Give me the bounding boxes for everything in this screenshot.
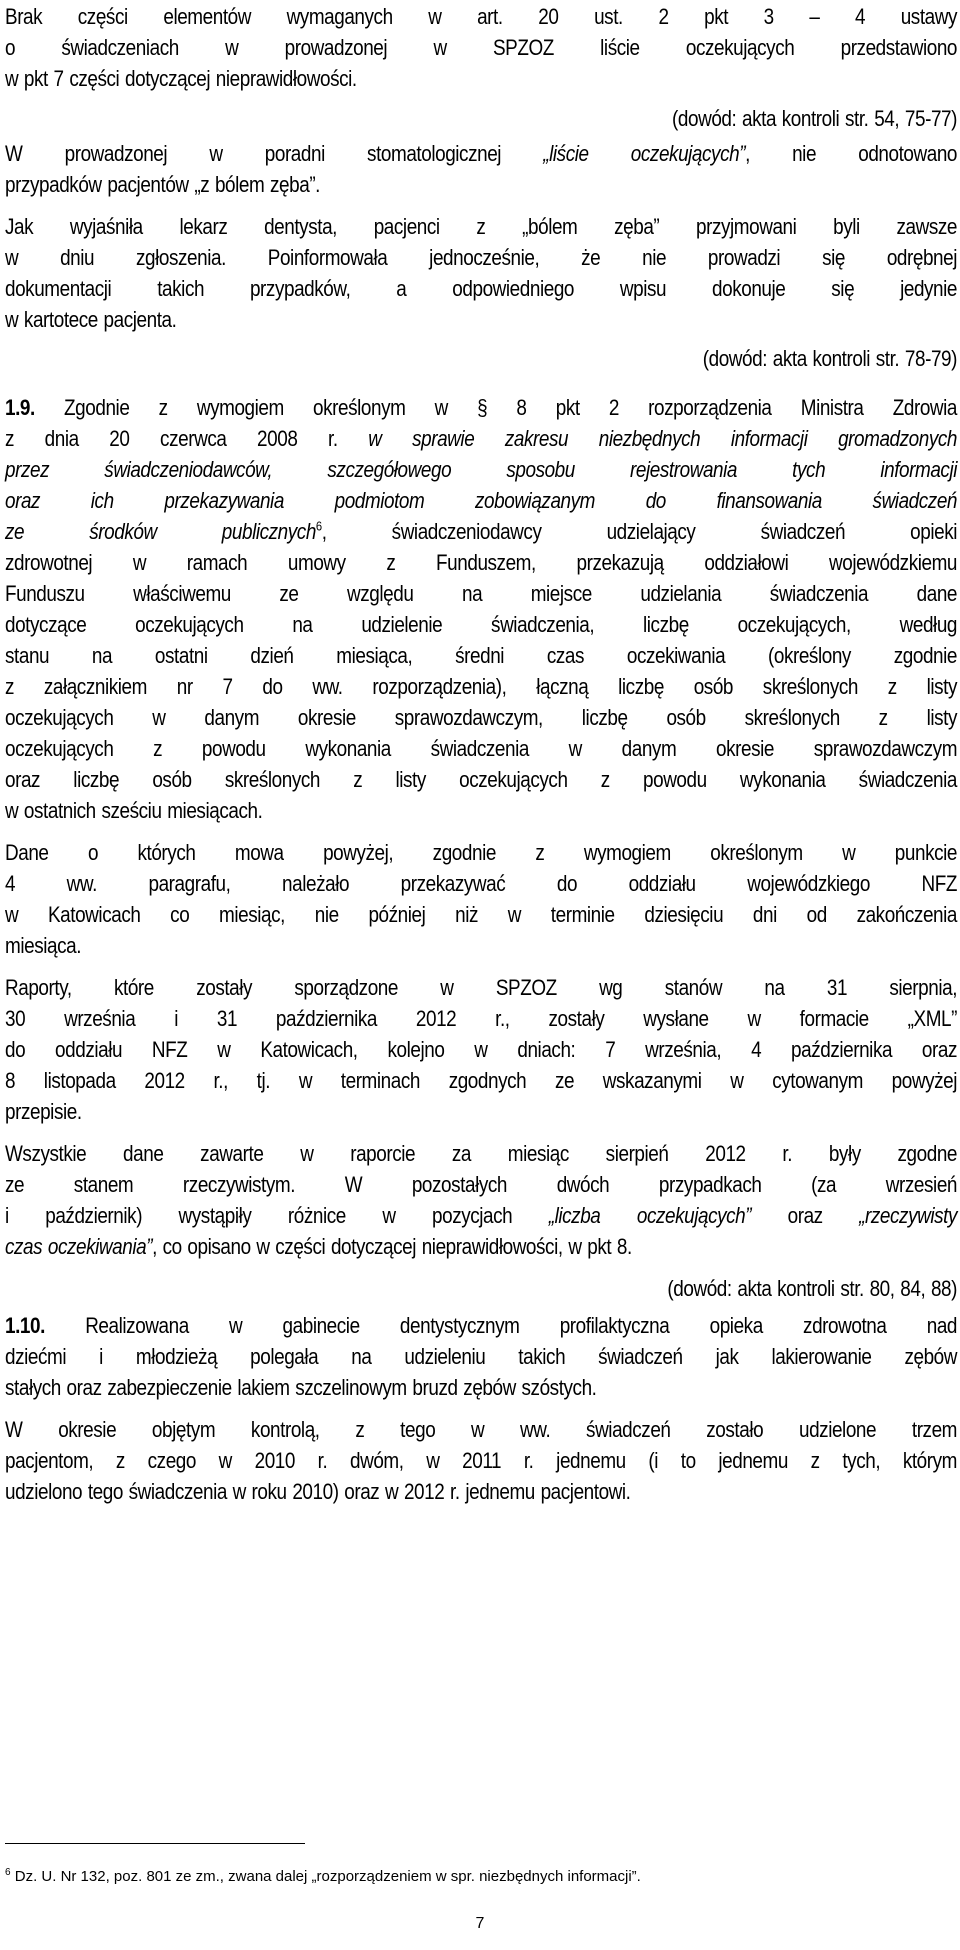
evidence-citation: (dowód: akta kontroli str. 54, 75-77) xyxy=(672,106,958,131)
section-heading-line xyxy=(5,1313,957,1339)
footnote-number: 6 xyxy=(5,1867,11,1878)
paragraph-line: oczekujących z powodu wykonania świadczenia w danym okresie sprawozdawczym xyxy=(5,736,958,761)
text-run: , świadczeniodawcy udzielający świadczeń opieki xyxy=(321,519,958,544)
evidence-citation: (dowód: akta kontroli str. 78-79) xyxy=(702,346,958,371)
footnote xyxy=(5,1868,641,1886)
emphasis-run: ze środków publicznych xyxy=(5,519,316,544)
paragraph-line: pacjentom, z czego w 2010 r. dwóm, w 2011 r. jednemu (i to jednemu z tych, którym xyxy=(5,1448,958,1473)
paragraph-line: w dniu zgłoszenia. Poinformowała jednocześnie, że nie prowadzi się odrębnej xyxy=(5,245,958,270)
paragraph-line xyxy=(5,1203,957,1229)
text-run: oraz xyxy=(751,1203,860,1228)
section-heading-line xyxy=(5,395,957,421)
paragraph-line: dziećmi i młodzieżą polegała na udzieleniu takich świadczeń jak lakierowanie zębów xyxy=(5,1344,958,1369)
footnote-marker: 6 xyxy=(315,518,322,534)
paragraph-line: Wszystkie dane zawarte w raporcie za miesiąc sierpień 2012 r. były zgodne xyxy=(5,1141,958,1166)
paragraph-line: Raporty, które zostały sporządzone w SPZOZ wg stanów na 31 sierpnia, xyxy=(5,975,958,1000)
page-number: 7 xyxy=(475,1915,485,1932)
paragraph-line: Brak części elementów wymaganych w art. 20 ust. 2 pkt 3 – 4 ustawy xyxy=(5,4,958,29)
paragraph-line: 30 września i 31 października 2012 r., zostały wysłane w formacie „XML” xyxy=(5,1006,958,1031)
paragraph-line: przepisie. xyxy=(5,1099,82,1124)
paragraph-line: stałych oraz zabezpieczenie lakiem szczelinowym bruzd zębów szóstych. xyxy=(5,1375,597,1400)
paragraph-line xyxy=(5,426,957,452)
paragraph-line: w kartotece pacjenta. xyxy=(5,307,177,332)
paragraph-line: stanu na ostatni dzień miesiąca, średni czas oczekiwania (określony zgodnie xyxy=(5,643,958,668)
paragraph-line: zdrowotnej w ramach umowy z Funduszem, przekazują oddziałowi wojewódzkiemu xyxy=(5,550,958,575)
paragraph-line: przypadków pacjentów „z bólem zęba”. xyxy=(5,172,321,197)
paragraph-line: Funduszu właściwemu ze względu na miejsce udzielania świadczenia dane xyxy=(5,581,958,606)
paragraph-line: 4 ww. paragrafu, należało przekazywać do oddziału wojewódzkiego NFZ xyxy=(5,871,958,896)
paragraph-line: miesiąca. xyxy=(5,933,82,958)
text-run: W prowadzonej w poradni stomatologicznej xyxy=(5,141,544,166)
paragraph-line: do oddziału NFZ w Katowicach, kolejno w dniach: 7 września, 4 października oraz xyxy=(5,1037,958,1062)
text-run: , co opisano w części dotyczącej nieprawidłowości, w pkt 8. xyxy=(152,1234,632,1259)
paragraph-line: w Katowicach co miesiąc, nie później niż w terminie dziesięciu dni od zakończenia xyxy=(5,902,958,927)
paragraph-line xyxy=(5,519,957,545)
text-run: i październik) wystąpiły różnice w pozycjach xyxy=(5,1203,549,1228)
paragraph-line: oraz liczbę osób skreślonych z listy oczekujących z powodu wykonania świadczenia xyxy=(5,767,958,792)
paragraph-line: Jak wyjaśniła lekarz dentysta, pacjenci z „bólem zęba” przyjmowani byli zawsze xyxy=(5,214,958,239)
emphasis-run: w sprawie zakresu niezbędnych informacji gromadzonych xyxy=(368,426,958,451)
paragraph-line: przez świadczeniodawców, szczegółowego sposobu rejestrowania tych informacji xyxy=(5,457,958,482)
section-number: 1.10. xyxy=(5,1313,45,1338)
paragraph-line xyxy=(5,1234,828,1260)
footnote-text: Dz. U. Nr 132, poz. 801 ze zm., zwana dalej „rozporządzeniem w spr. niezbędnych informacji”. xyxy=(10,1868,641,1885)
text-run: Zgodnie z wymogiem określonym w § 8 pkt 2 rozporządzenia Ministra Zdrowia xyxy=(34,395,958,420)
paragraph-line: Dane o których mowa powyżej, zgodnie z wymogiem określonym w punkcie xyxy=(5,840,958,865)
paragraph-line: z załącznikiem nr 7 do ww. rozporządzenia), łączną liczbę osób skreślonych z listy xyxy=(5,674,958,699)
paragraph-line xyxy=(5,141,957,167)
text-run: Realizowana w gabinecie dentystycznym profilaktyczna opieka zdrowotna nad xyxy=(44,1313,958,1338)
paragraph-line: dokumentacji takich przypadków, a odpowiedniego wpisu dokonuje się jedynie xyxy=(5,276,958,301)
paragraph-line: W okresie objętym kontrolą, z tego w ww. świadczeń zostało udzielone trzem xyxy=(5,1417,958,1442)
paragraph-line: 8 listopada 2012 r., tj. w terminach zgodnych ze wskazanymi w cytowanym powyżej xyxy=(5,1068,958,1093)
section-number: 1.9. xyxy=(5,395,35,420)
paragraph-line: w pkt 7 części dotyczącej nieprawidłowości. xyxy=(5,66,357,91)
evidence-citation: (dowód: akta kontroli str. 80, 84, 88) xyxy=(667,1276,958,1301)
emphasis-run: „rzeczywisty xyxy=(859,1203,958,1228)
text-run: , nie odnotowano xyxy=(745,141,958,166)
text-run: z dnia 20 czerwca 2008 r. xyxy=(5,426,369,451)
paragraph-line: o świadczeniach w prowadzonej w SPZOZ liście oczekujących przedstawiono xyxy=(5,35,958,60)
paragraph-line: udzielono tego świadczenia w roku 2010) oraz w 2012 r. jednemu pacjentowi. xyxy=(5,1479,631,1504)
paragraph-line: oczekujących w danym okresie sprawozdawczym, liczbę osób skreślonych z listy xyxy=(5,705,958,730)
emphasis-run: czas oczekiwania” xyxy=(5,1234,153,1259)
paragraph-line: oraz ich przekazywania podmiotom zobowiązanym do finansowania świadczeń xyxy=(5,488,958,513)
paragraph-line: w ostatnich sześciu miesiącach. xyxy=(5,798,263,823)
emphasis-run: „liście oczekujących” xyxy=(543,141,746,166)
paragraph-line: dotyczące oczekujących na udzielenie świadczenia, liczbę oczekujących, według xyxy=(5,612,958,637)
footnote-separator xyxy=(5,1843,305,1844)
paragraph-line: ze stanem rzeczywistym. W pozostałych dwóch przypadkach (za wrzesień xyxy=(5,1172,958,1197)
emphasis-run: „liczba oczekujących” xyxy=(548,1203,752,1228)
